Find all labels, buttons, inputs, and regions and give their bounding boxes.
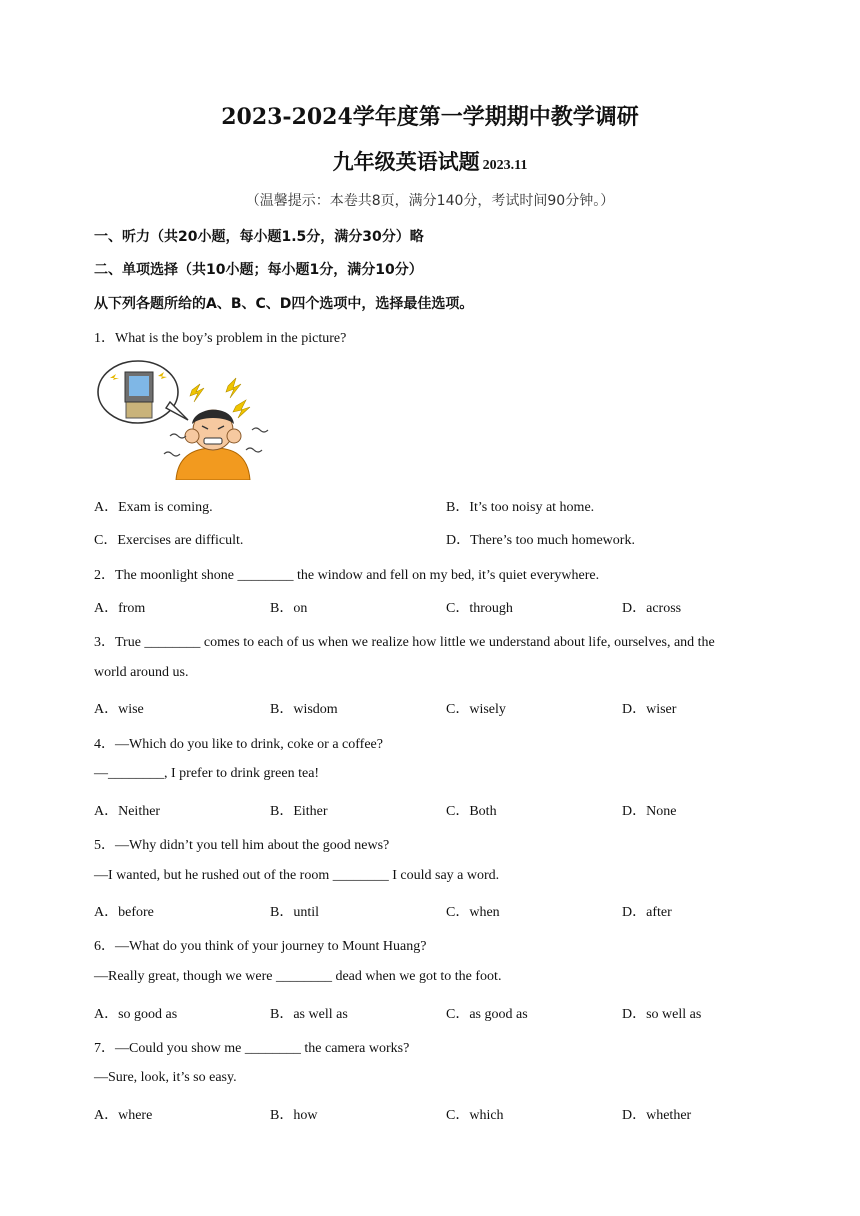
question-6-stem-cont: —Really great, though we were ________ dead when we got to the foot. bbox=[94, 969, 502, 984]
question-4-option-b: B．Either bbox=[270, 804, 328, 819]
section-single-choice: 二、单项选择（共10小题；每小题1分，满分10分） bbox=[94, 262, 423, 278]
question-7-option-a: A．where bbox=[94, 1108, 153, 1123]
exam-title: 2023-2024学年度第一学期期中教学调研 bbox=[221, 104, 639, 130]
question-5-stem: 5．—Why didn’t you tell him about the good news? bbox=[94, 838, 390, 853]
exam-date: 2023.11 bbox=[482, 158, 528, 173]
question-6-option-d: D．so well as bbox=[622, 1007, 702, 1022]
question-1-option-d: D．There’s too much homework. bbox=[446, 533, 635, 548]
question-3-option-d: D．wiser bbox=[622, 702, 677, 717]
question-4-option-c: C．Both bbox=[446, 804, 497, 819]
exam-tip: （温馨提示：本卷共8页，满分140分，考试时间90分钟。） bbox=[245, 193, 615, 209]
question-3-option-b: B．wisdom bbox=[270, 702, 338, 717]
question-6-option-c: C．as good as bbox=[446, 1007, 528, 1022]
question-2-option-a: A．from bbox=[94, 601, 146, 616]
question-2-option-c: C．through bbox=[446, 601, 513, 616]
question-5-option-c: C．when bbox=[446, 905, 500, 920]
question-5-option-b: B．until bbox=[270, 905, 320, 920]
question-1-option-b: B．It’s too noisy at home. bbox=[446, 500, 595, 515]
question-5-stem-cont: —I wanted, but he rushed out of the room ________ I could say a word. bbox=[94, 868, 500, 883]
question-1-option-a: A．Exam is coming. bbox=[94, 500, 213, 515]
question-2-option-b: B．on bbox=[270, 601, 308, 616]
question-5-option-d: D．after bbox=[622, 905, 672, 920]
question-3-stem: 3．True ________ comes to each of us when we realize how little we understand about life, ourselves, and the bbox=[94, 635, 715, 650]
question-2-option-d: D．across bbox=[622, 601, 682, 616]
question-6-stem: 6．—What do you think of your journey to Mount Huang? bbox=[94, 939, 427, 954]
question-6-option-b: B．as well as bbox=[270, 1007, 348, 1022]
section-instruction: 从下列各题所给的A、B、C、D四个选项中，选择最佳选项。 bbox=[94, 296, 474, 312]
question-2-stem: 2．The moonlight shone ________ the window and fell on my bed, it’s quiet everywhere. bbox=[94, 568, 600, 583]
question-5-option-a: A．before bbox=[94, 905, 154, 920]
question-3-stem-cont: world around us. bbox=[94, 665, 189, 680]
question-4-option-d: D．None bbox=[622, 804, 677, 819]
exam-subtitle bbox=[0, 146, 860, 176]
question-7-option-c: C．which bbox=[446, 1108, 504, 1123]
question-3-option-a: A．wise bbox=[94, 702, 144, 717]
question-7-stem-cont: —Sure, look, it’s so easy. bbox=[94, 1070, 237, 1085]
question-1-stem: 1．What is the boy’s problem in the picture? bbox=[94, 331, 347, 346]
question-7-option-d: D．whether bbox=[622, 1108, 692, 1123]
section-listening: 一、听力（共20小题，每小题1.5分，满分30分）略 bbox=[94, 229, 424, 245]
question-4-stem-cont: —________, I prefer to drink green tea! bbox=[94, 766, 320, 781]
question-3-option-c: C．wisely bbox=[446, 702, 506, 717]
question-7-option-b: B．how bbox=[270, 1108, 318, 1123]
question-4-stem: 4．—Which do you like to drink, coke or a coffee? bbox=[94, 737, 383, 752]
subject-title: 九年级英语试题 bbox=[332, 149, 480, 174]
question-7-stem: 7．—Could you show me ________ the camera works? bbox=[94, 1041, 410, 1056]
question-1-option-c: C．Exercises are difficult. bbox=[94, 533, 244, 548]
question-4-option-a: A．Neither bbox=[94, 804, 161, 819]
question-6-option-a: A．so good as bbox=[94, 1007, 178, 1022]
noisy-boy-illustration bbox=[96, 358, 272, 480]
